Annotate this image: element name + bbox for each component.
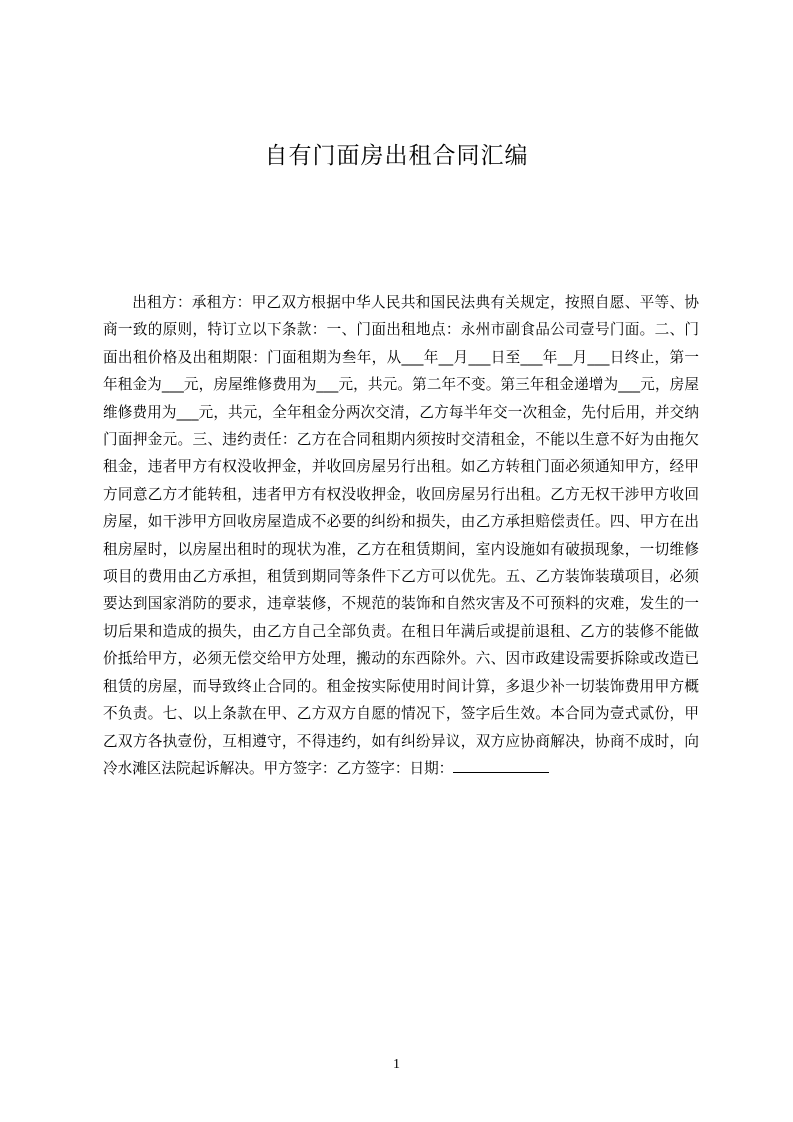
date-blank-line [453,758,549,773]
document-title: 自有门面房出租合同汇编 [264,143,529,169]
contract-text: 出租方：承租方：甲乙双方根据中华人民共和国民法典有关规定，按照自愿、平等、协商一致的原则，特订立以下条款：一、门面出租地点：永州市副食品公司壹号门面。二、门面出租价格及出租期限：门面租期为叁年，从___年__月___日至___年__月___日终止，第一年租金为___元，房屋维修费用为___元，共元。第二年不变。第三年租金递增为___元，房屋维修费用为___元，共元，全年租金分两次交清，乙方每半年交一次租金，先付后用，并交纳门面押金元。三、违约责任：乙方在合同租期内须按时交清租金，不能以生意不好为由拖欠租金，违者甲方有权没收押金，并收回房屋另行出租。如乙方转租门面必须通知甲方，经甲方同意乙方才能转租，违者甲方有权没收押金，收回房屋另行出租。乙方无权干涉甲方收回房屋，如干涉甲方回收房屋造成不必要的纠纷和损失，由乙方承担赔偿责任。四、甲方在出租房屋时，以房屋出租时的现状为准，乙方在租赁期间，室内设施如有破损现象，一切维修项目的费用由乙方承担，租赁到期同等条件下乙方可以优先。五、乙方装饰装璜项目，必须要达到国家消防的要求，违章装修，不规范的装饰和自然灾害及不可预料的灾难，发生的一切后果和造成的损失，由乙方自己全部负责。在租日年满后或提前退租、乙方的装修不能做价抵给甲方，必须无偿交给甲方处理，搬动的东西除外。六、因市政建设需要拆除或改造已租赁的房屋，而导致终止合同的。租金按实际使用时间计算，多退少补一切装饰费用甲方概不负责。七、以上条款在甲、乙方双方自愿的情况下，签字后生效。本合同为壹式贰份，甲乙双方各执壹份，互相遵守，不得违约，如有纠纷异议，双方应协商解决，协商不成时，向冷水滩区法院起诉解决。甲方签字：乙方签字：日期： [103,294,699,777]
document-body [103,289,699,782]
page-number: 1 [393,1057,400,1072]
